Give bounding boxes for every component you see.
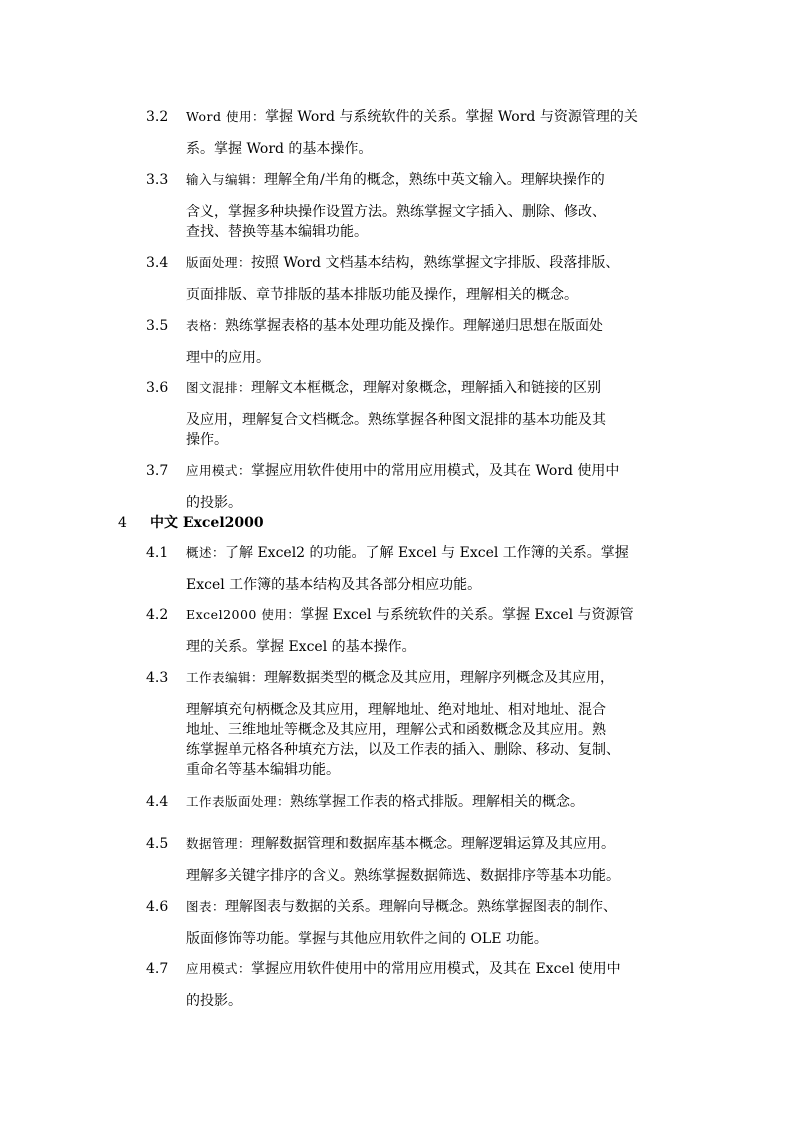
item-number: 4.1	[146, 545, 169, 561]
item-text: 熟练掌握表格的基本处理功能及操作。理解递归思想在版面处	[225, 318, 604, 334]
item-number: 3.2	[146, 109, 169, 125]
item-number: 4.6	[146, 899, 169, 915]
item-number: 4.7	[146, 961, 169, 977]
item-text: 了解 Excel2 的功能。了解 Excel 与 Excel 工作簿的关系。掌握	[225, 545, 629, 561]
item-number: 4.2	[146, 607, 169, 623]
item-number: 4.5	[146, 836, 169, 852]
item-line	[186, 376, 678, 400]
item-line	[186, 314, 678, 338]
item-text: 掌握应用软件使用中的常用应用模式，及其在 Word 使用中	[251, 463, 620, 479]
item-number: 3.6	[146, 380, 169, 396]
item-text: 理解数据类型的概念及其应用，理解序列概念及其应用，	[264, 670, 615, 686]
item-text: 掌握 Word 与系统软件的关系。掌握 Word 与资源管理的关	[264, 109, 638, 125]
item-line: 练掌握单元格各种填充方法，以及工作表的插入、删除、移动、复制、	[186, 742, 620, 758]
item-label: 工作表编辑：	[186, 670, 265, 685]
item-line	[186, 251, 678, 275]
item-text: 理解数据管理和数据库基本概念。理解逻辑运算及其应用。	[251, 836, 616, 852]
item-line: 的投影。	[186, 993, 242, 1009]
section-title: 中文 Excel2000	[150, 515, 264, 531]
item-line	[186, 459, 678, 483]
item-line	[186, 790, 678, 814]
item-line	[186, 895, 678, 919]
item-text: 掌握应用软件使用中的常用应用模式，及其在 Excel 使用中	[251, 961, 621, 977]
item-number: 4.3	[146, 670, 169, 686]
item-line	[186, 832, 678, 856]
item-label: 概述：	[186, 545, 226, 560]
item-text: 掌握 Excel 与系统软件的关系。掌握 Excel 与资源管	[300, 607, 634, 623]
item-label: Excel2000 使用：	[186, 607, 301, 622]
item-text: 理解全角/半角的概念，熟练中英文输入。理解块操作的	[264, 172, 605, 188]
item-label: 图文混排：	[186, 380, 252, 395]
item-label: 图表：	[186, 899, 226, 914]
item-line	[186, 105, 678, 129]
item-line: 理解填充句柄概念及其应用，理解地址、绝对地址、相对地址、混合	[186, 702, 606, 718]
item-line: 操作。	[186, 432, 228, 448]
item-line	[186, 957, 678, 981]
item-label: 表格：	[186, 318, 226, 333]
item-line: Excel 工作簿的基本结构及其各部分相应功能。	[186, 577, 482, 593]
section-number: 4	[118, 515, 127, 531]
item-label: 输入与编辑：	[186, 172, 265, 187]
item-line: 地址、三维地址等概念及其应用，理解公式和函数概念及其应用。熟	[186, 722, 606, 738]
item-number: 4.4	[146, 794, 169, 810]
item-line	[186, 541, 678, 565]
item-line	[186, 603, 678, 627]
item-line: 版面修饰等功能。掌握与其他应用软件之间的 OLE 功能。	[186, 931, 548, 947]
item-label: 版面处理：	[186, 255, 252, 270]
item-number: 3.4	[146, 255, 169, 271]
item-text: 熟练掌握工作表的格式排版。理解相关的概念。	[290, 794, 585, 810]
item-line: 理的关系。掌握 Excel 的基本操作。	[186, 639, 416, 655]
item-line	[186, 666, 678, 690]
item-label: 工作表版面处理：	[186, 794, 291, 809]
item-label: Word 使用：	[186, 109, 265, 124]
item-line: 及应用，理解复合文档概念。熟练掌握各种图文混排的基本功能及其	[186, 412, 606, 428]
item-text: 理解图表与数据的关系。理解向导概念。熟练掌握图表的制作、	[225, 899, 618, 915]
item-line: 系。掌握 Word 的基本操作。	[186, 141, 373, 157]
item-line: 查找、替换等基本编辑功能。	[186, 224, 368, 240]
item-line: 理中的应用。	[186, 350, 270, 366]
item-line: 重命名等基本编辑功能。	[186, 762, 340, 778]
item-number: 3.7	[146, 463, 169, 479]
item-number: 3.3	[146, 172, 169, 188]
item-line: 含义，掌握多种块操作设置方法。熟练掌握文字插入、删除、修改、	[186, 204, 606, 220]
item-number: 3.5	[146, 318, 169, 334]
item-text: 按照 Word 文档基本结构，熟练掌握文字排版、段落排版、	[251, 255, 620, 271]
item-label: 应用模式：	[186, 961, 252, 976]
item-line: 页面排版、章节排版的基本排版功能及操作，理解相关的概念。	[186, 287, 578, 303]
item-text: 理解文本框概念，理解对象概念，理解插入和链接的区别	[251, 380, 602, 396]
item-label: 数据管理：	[186, 836, 252, 851]
item-line	[186, 168, 678, 192]
item-line: 理解多关键字排序的含义。熟练掌握数据筛选、数据排序等基本功能。	[186, 868, 620, 884]
item-label: 应用模式：	[186, 463, 252, 478]
item-line: 的投影。	[186, 495, 242, 511]
